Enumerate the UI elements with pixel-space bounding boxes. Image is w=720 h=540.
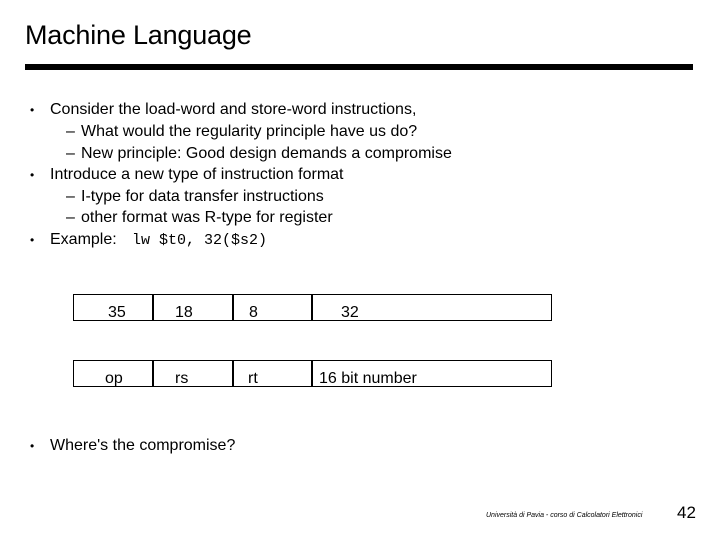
op-value: 35 [108,304,126,321]
footer-text: Università di Pavia - corso di Calcolatori Elettronici [486,512,643,519]
field-divider [152,294,154,321]
bullet-marker: • [30,439,35,453]
page-number: 42 [677,503,696,522]
field-divider [232,294,234,321]
instruction-values-box [73,294,552,321]
bullet-2-sub-2: other format was R-type for register [81,209,333,226]
dash-marker: – [66,145,75,162]
bullet-marker: • [30,233,35,247]
title-rule [25,64,693,70]
rs-label: rs [175,370,189,387]
example-code: lw $t0, 32($s2) [132,232,268,249]
immediate-label: 16 bit number [319,370,417,387]
dash-marker: – [66,188,75,205]
op-label: op [105,370,123,387]
bullet-1-sub-1: What would the regularity principle have us do? [81,123,418,140]
field-divider [311,294,313,321]
bullet-marker: • [30,103,35,117]
rt-label: rt [248,370,258,387]
instruction-labels-box [73,360,552,387]
bullet-marker: • [30,168,35,182]
bullet-1-sub-2: New principle: Good design demands a compromise [81,145,452,162]
field-divider [311,360,313,387]
bullet-4-text: Where's the compromise? [50,437,236,454]
bullet-2-text: Introduce a new type of instruction format [50,166,344,183]
dash-marker: – [66,123,75,140]
immediate-value: 32 [341,304,359,321]
rt-value: 8 [249,304,258,321]
bullet-1-text: Consider the load-word and store-word instructions, [50,101,417,118]
rs-value: 18 [175,304,193,321]
page-title: Machine Language [25,20,252,50]
bullet-3-text: Example: [50,231,117,248]
bullet-2-sub-1: I-type for data transfer instructions [81,188,324,205]
field-divider [152,360,154,387]
field-divider [232,360,234,387]
dash-marker: – [66,209,75,226]
